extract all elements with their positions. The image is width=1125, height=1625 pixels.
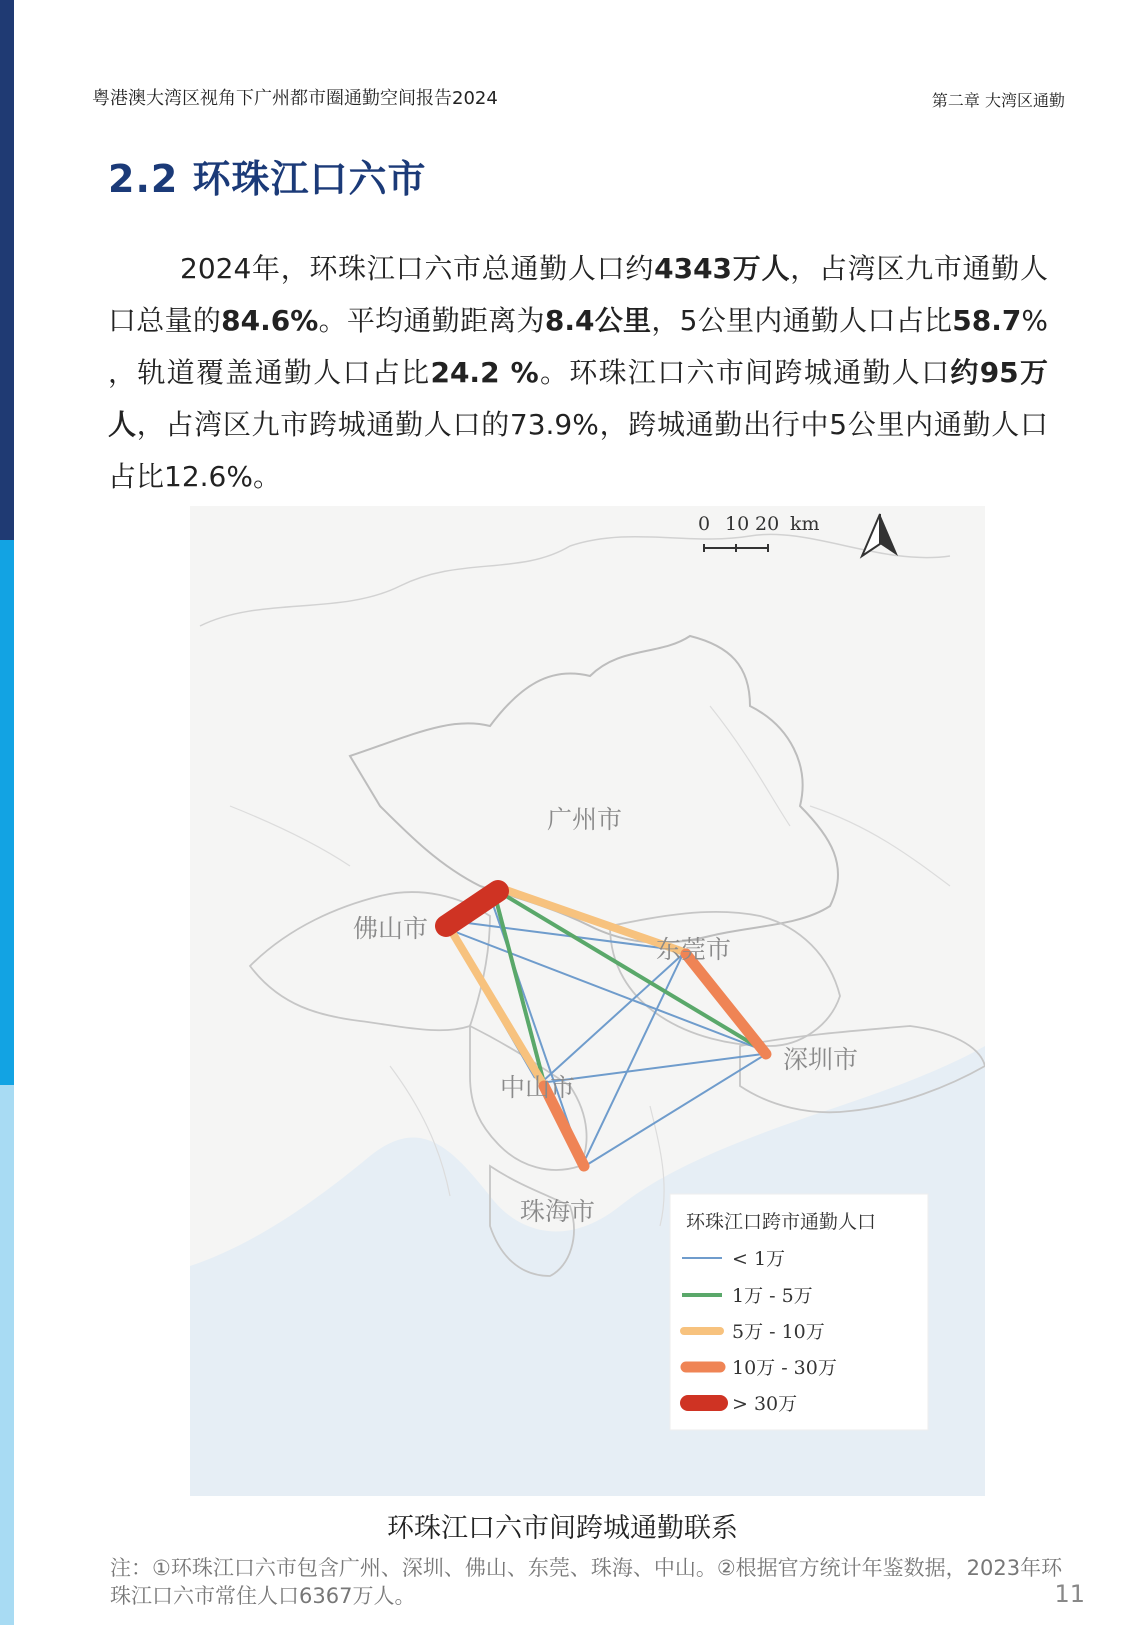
region-outline-north [200, 534, 950, 626]
para-text: 。环珠江口六市间跨城通勤人口 [538, 356, 951, 389]
side-accent-bar-middle [0, 540, 14, 1085]
para-text: 。平均通勤距离为 [318, 304, 545, 337]
scale-label-km: km [790, 513, 820, 535]
legend [670, 1194, 928, 1430]
scale-bar [698, 513, 820, 552]
guangzhou-boundary [350, 636, 838, 943]
legend-label-1w-5w: 1万 - 5万 [732, 1285, 813, 1307]
page-number: 11 [1054, 1580, 1085, 1608]
para-text: ，占湾区九市跨城通勤人口的73.9%，跨城通勤出行中5公里内通勤人口占比12.6%。 [108, 408, 1048, 493]
chapter-label: 第二章 大湾区通勤 [931, 91, 1065, 110]
commute-map [190, 506, 985, 1496]
city-label-zhuhai: 珠海市 [520, 1197, 596, 1226]
links-1w-5w [494, 890, 766, 1079]
link-dongguan-shenzhen [686, 954, 766, 1054]
para-text: ，5公里内通勤人口占比 [651, 304, 953, 337]
legend-label-5w-10w: 5万 - 10万 [732, 1321, 825, 1343]
city-label-shenzhen: 深圳市 [783, 1045, 859, 1074]
para-highlight: 24.2 % [430, 356, 539, 389]
para-highlight: 约95万人 [108, 356, 1048, 441]
para-highlight: 84.6% [221, 304, 319, 337]
para-text: ，占湾区九市通勤人口总量的 [108, 252, 1048, 337]
side-accent-bar-top [0, 0, 14, 540]
para-highlight: 8.4公里 [544, 304, 652, 337]
body-paragraph [108, 243, 1048, 503]
para-highlight: 58.7 [952, 304, 1022, 337]
scale-bar-line [704, 544, 768, 552]
figure-caption: 环珠江口六市间跨城通勤联系 [387, 1513, 738, 1544]
map-svg [190, 506, 985, 1496]
para-text: % ，轨道覆盖通勤人口占比 [108, 304, 1048, 389]
footnote: 注：①环珠江口六市包含广州、深圳、佛山、东莞、珠海、中山。②根据官方统计年鉴数据，2023年环珠江口六市常住人口6367万人。 [110, 1556, 1063, 1608]
legend-label-10w-30w: 10万 - 30万 [732, 1357, 837, 1379]
city-label-foshan: 佛山市 [353, 914, 429, 943]
north-arrow-icon [862, 514, 898, 556]
report-title: 粤港澳大湾区视角下广州都市圈通勤空间报告2024 [92, 88, 498, 109]
para-highlight: 4343万人 [654, 252, 791, 285]
legend-title: 环珠江口跨市通勤人口 [686, 1211, 877, 1233]
para-text: 2024年，环珠江口六市总通勤人口约 [180, 252, 655, 285]
scale-label-0: 0 [698, 513, 711, 535]
city-label-dongguan: 东莞市 [656, 935, 732, 964]
city-label-guangzhou: 广州市 [547, 805, 623, 834]
section-title: 2.2 环珠江口六市 [108, 157, 427, 201]
scale-label-10: 10 [725, 513, 750, 535]
legend-label-lt-1w: < 1万 [732, 1248, 786, 1270]
city-label-zhongshan: 中山市 [500, 1073, 576, 1102]
legend-label-gt-30w: > 30万 [732, 1393, 798, 1415]
scale-label-20: 20 [755, 513, 780, 535]
link-guangzhou-shenzhen [496, 890, 766, 1052]
